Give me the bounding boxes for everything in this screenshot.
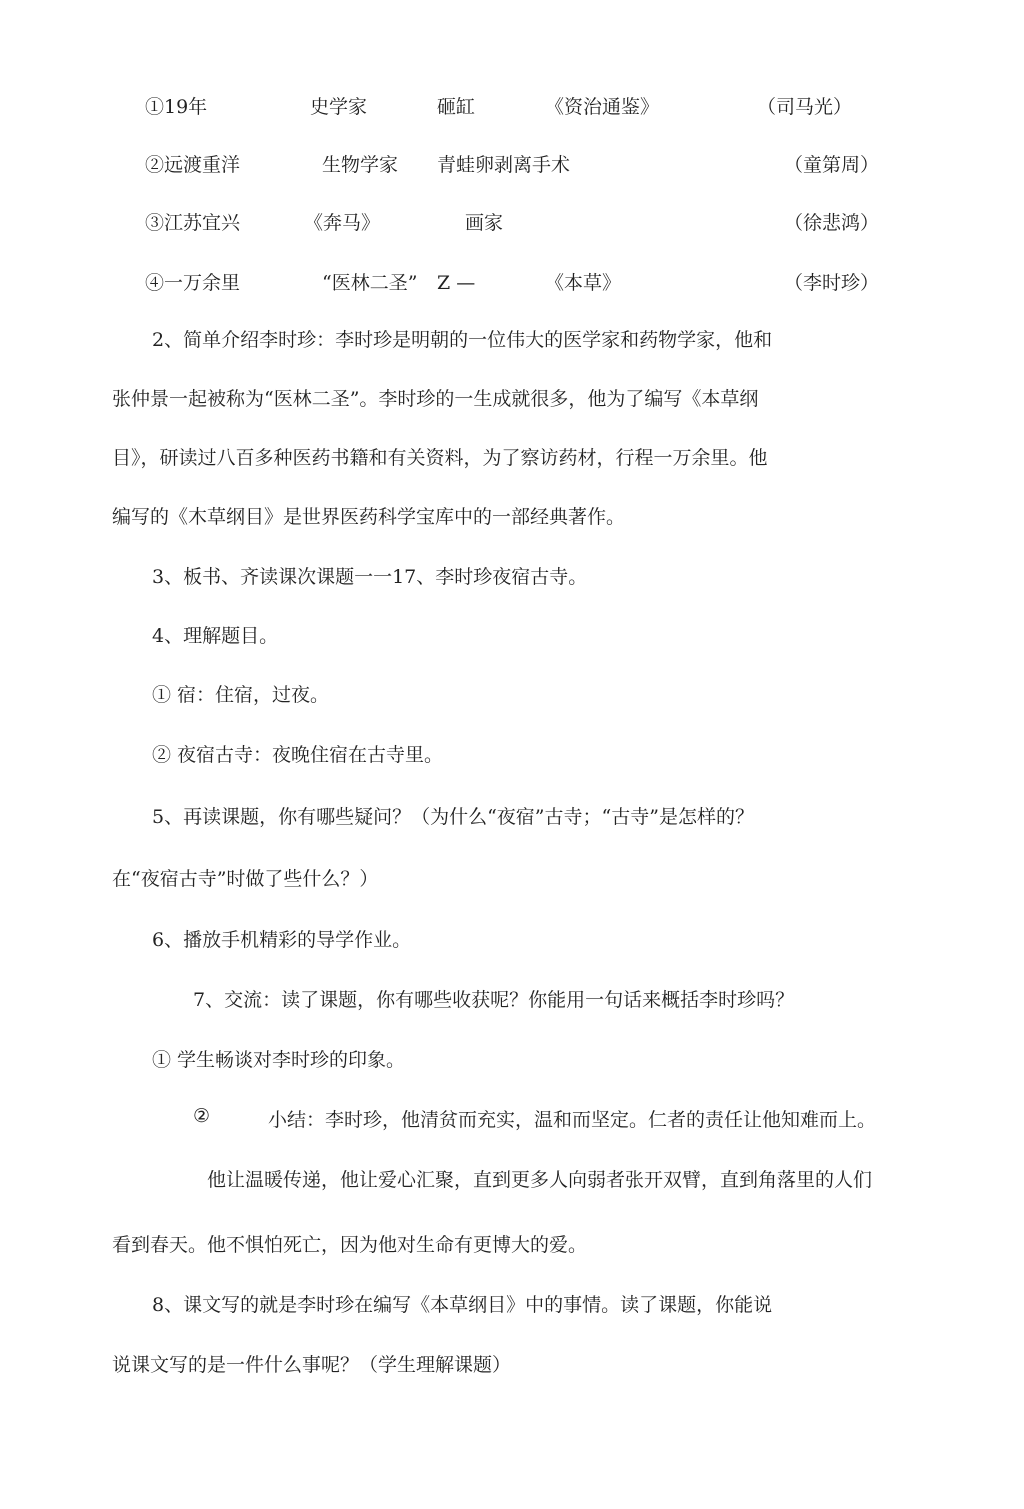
list-item: ② 夜宿古寺：夜晚住宿在古寺里。 [152,744,444,766]
list-item: 小结：李时珍，他清贫而充实，温和而坚定。仁者的责任让他知难而上。 [268,1109,877,1131]
paragraph-line: 张仲景一起被称为“医林二圣”。李时珍的一生成就很多，他为了编写《本草纲 [112,388,759,410]
table-cell: 《资治通鉴》 [545,96,660,118]
list-marker: ② [193,1105,211,1127]
paragraph-line: 目》，研读过八百多种医药书籍和有关资料，为了察访药材，行程一万余里。他 [112,447,768,469]
table-cell: 画家 [465,212,504,234]
table-row [0,208,1024,238]
paragraph-line: 说课文写的是一件什么事呢？（学生理解课题） [112,1354,512,1376]
table-cell: （童第周） [784,154,880,176]
list-item: ① 宿：住宿，过夜。 [152,684,330,706]
table-row [0,268,1024,298]
table-cell: ③江苏宜兴 [145,212,241,234]
table-cell: Z — [437,272,476,294]
paragraph-line: 5、再读课题，你有哪些疑问？（为什么“夜宿”古寺；“古寺”是怎样的？ [152,806,754,828]
table-cell: ②远渡重洋 [145,154,241,176]
table-cell: （李时珍） [784,272,880,294]
table-cell: 《奔马》 [304,212,381,234]
paragraph-line: 2、简单介绍李时珍：李时珍是明朝的一位伟大的医学家和药物学家，他和 [152,329,773,351]
table-cell: 生物学家 [322,154,399,176]
paragraph-line: 4、理解题目。 [152,625,279,647]
table-cell: （徐悲鸿） [784,212,880,234]
paragraph-line: 编写的《木草纲目》是世界医药科学宝库中的一部经典著作。 [112,506,626,528]
table-cell: ①19年 [145,96,208,118]
paragraph-line: 8、课文写的就是李时珍在编写《本草纲目》中的事情。读了课题，你能说 [152,1294,773,1316]
paragraph-line: 看到春天。他不惧怕死亡，因为他对生命有更博大的爱。 [112,1234,588,1256]
paragraph-line: 6、播放手机精彩的导学作业。 [152,929,412,951]
table-cell: ④一万余里 [145,272,241,294]
table-cell: “医林二圣” [322,272,418,294]
table-cell: 青蛙卵剥离手术 [437,154,571,176]
paragraph-line: 在“夜宿古寺”时做了些什么？） [112,868,379,890]
paragraph-line: 他让温暖传递，他让爱心汇聚，直到更多人向弱者张开双臂，直到角落里的人们 [207,1169,873,1191]
paragraph-line: 3、板书、齐读课次课题一一17、李时珍夜宿古寺。 [152,566,588,588]
list-item: ① 学生畅谈对李时珍的印象。 [152,1049,406,1071]
table-cell: 砸缸 [437,96,476,118]
table-row [0,92,1024,122]
table-cell: 史学家 [310,96,368,118]
paragraph-line: 7、交流：读了课题，你有哪些收获呢？你能用一句话来概括李时珍吗？ [193,989,795,1011]
table-cell: （司马光） [757,96,853,118]
table-cell: 《本草》 [545,272,622,294]
table-row [0,150,1024,180]
